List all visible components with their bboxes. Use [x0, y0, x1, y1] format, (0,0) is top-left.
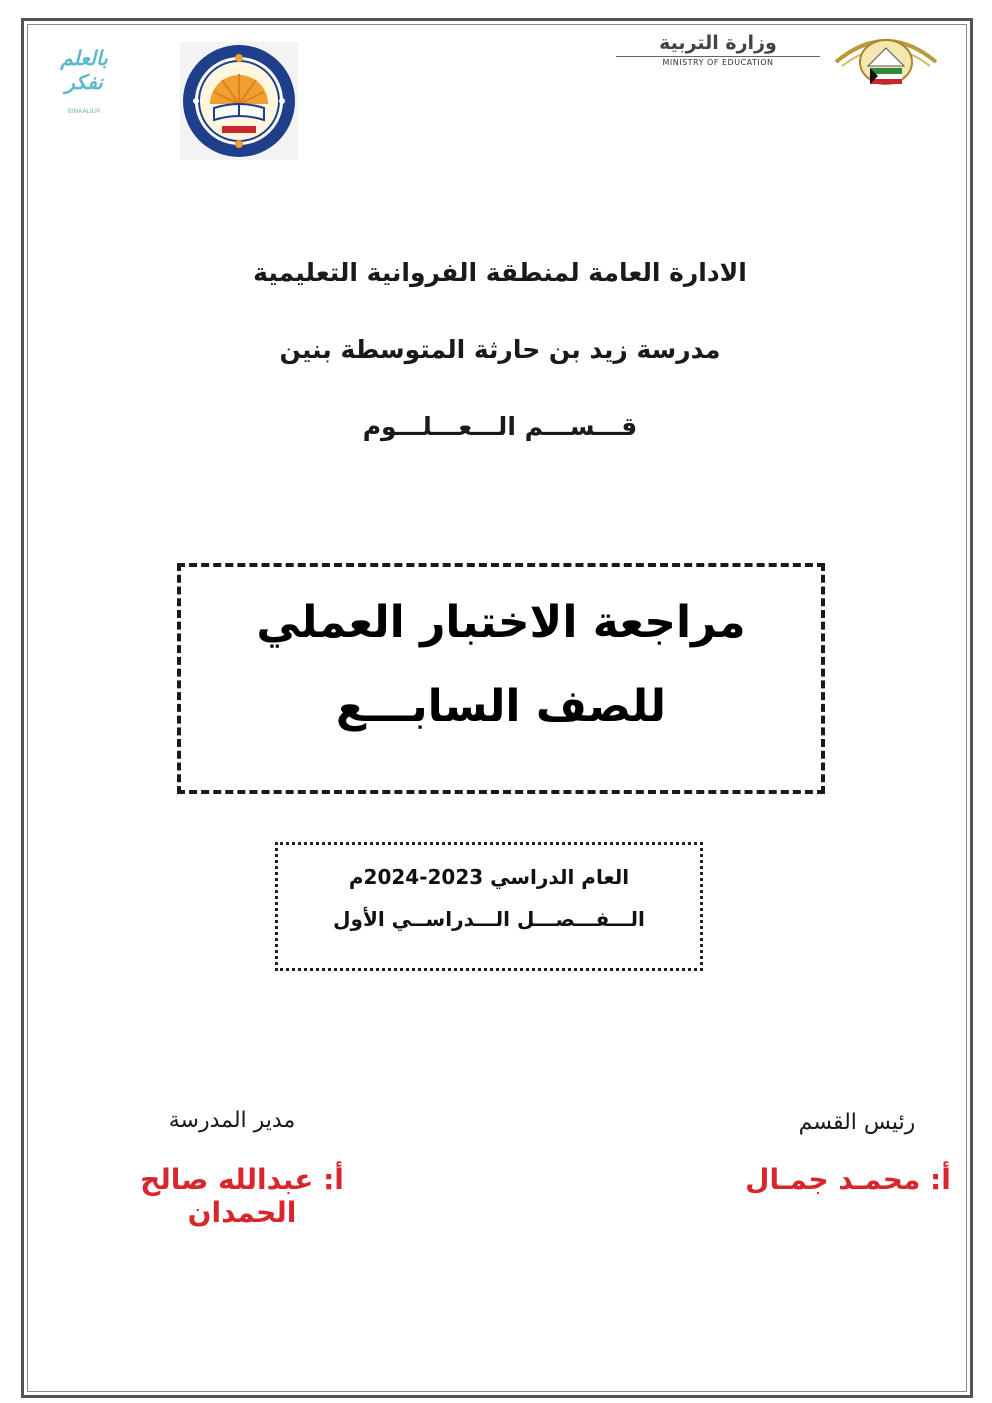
department-name: قـــســـم الـــعـــلـــوم — [362, 412, 638, 441]
semester: الـــفـــصـــل الـــدراســي الأول — [333, 907, 645, 931]
academic-year: العام الدراسي 2023-2024م — [348, 865, 630, 889]
principal-title: مدير المدرسة — [168, 1108, 296, 1133]
slogan-logo-sub: BINAALILM — [67, 108, 101, 115]
document-title: مراجعة الاختبار العملي — [256, 597, 746, 648]
grade-title: للصف السابـــع — [335, 681, 667, 732]
slogan-logo-text: بالعلم نفكر — [60, 46, 108, 94]
slogan-logo — [53, 40, 115, 120]
school-name: مدرسة زيد بن حارثة المتوسطة بنين — [279, 335, 721, 364]
ministry-name-en: MINISTRY OF EDUCATION — [662, 58, 774, 67]
ministry-logo — [612, 32, 944, 90]
principal-name: أ: عبدالله صالح الحمدان — [140, 1163, 344, 1229]
school-seal-logo — [180, 42, 298, 160]
ministry-name-ar: وزارة التربية — [659, 32, 777, 54]
directorate-name: الادارة العامة لمنطقة الفروانية التعليمية — [253, 258, 747, 287]
department-head-name: أ: محمـد جمـال — [745, 1163, 951, 1196]
title-box — [177, 563, 825, 794]
kuwait-emblem-icon — [830, 32, 942, 90]
academic-term-box — [275, 842, 703, 971]
ministry-rule — [616, 56, 820, 57]
department-head-title: رئيس القسم — [798, 1110, 916, 1135]
